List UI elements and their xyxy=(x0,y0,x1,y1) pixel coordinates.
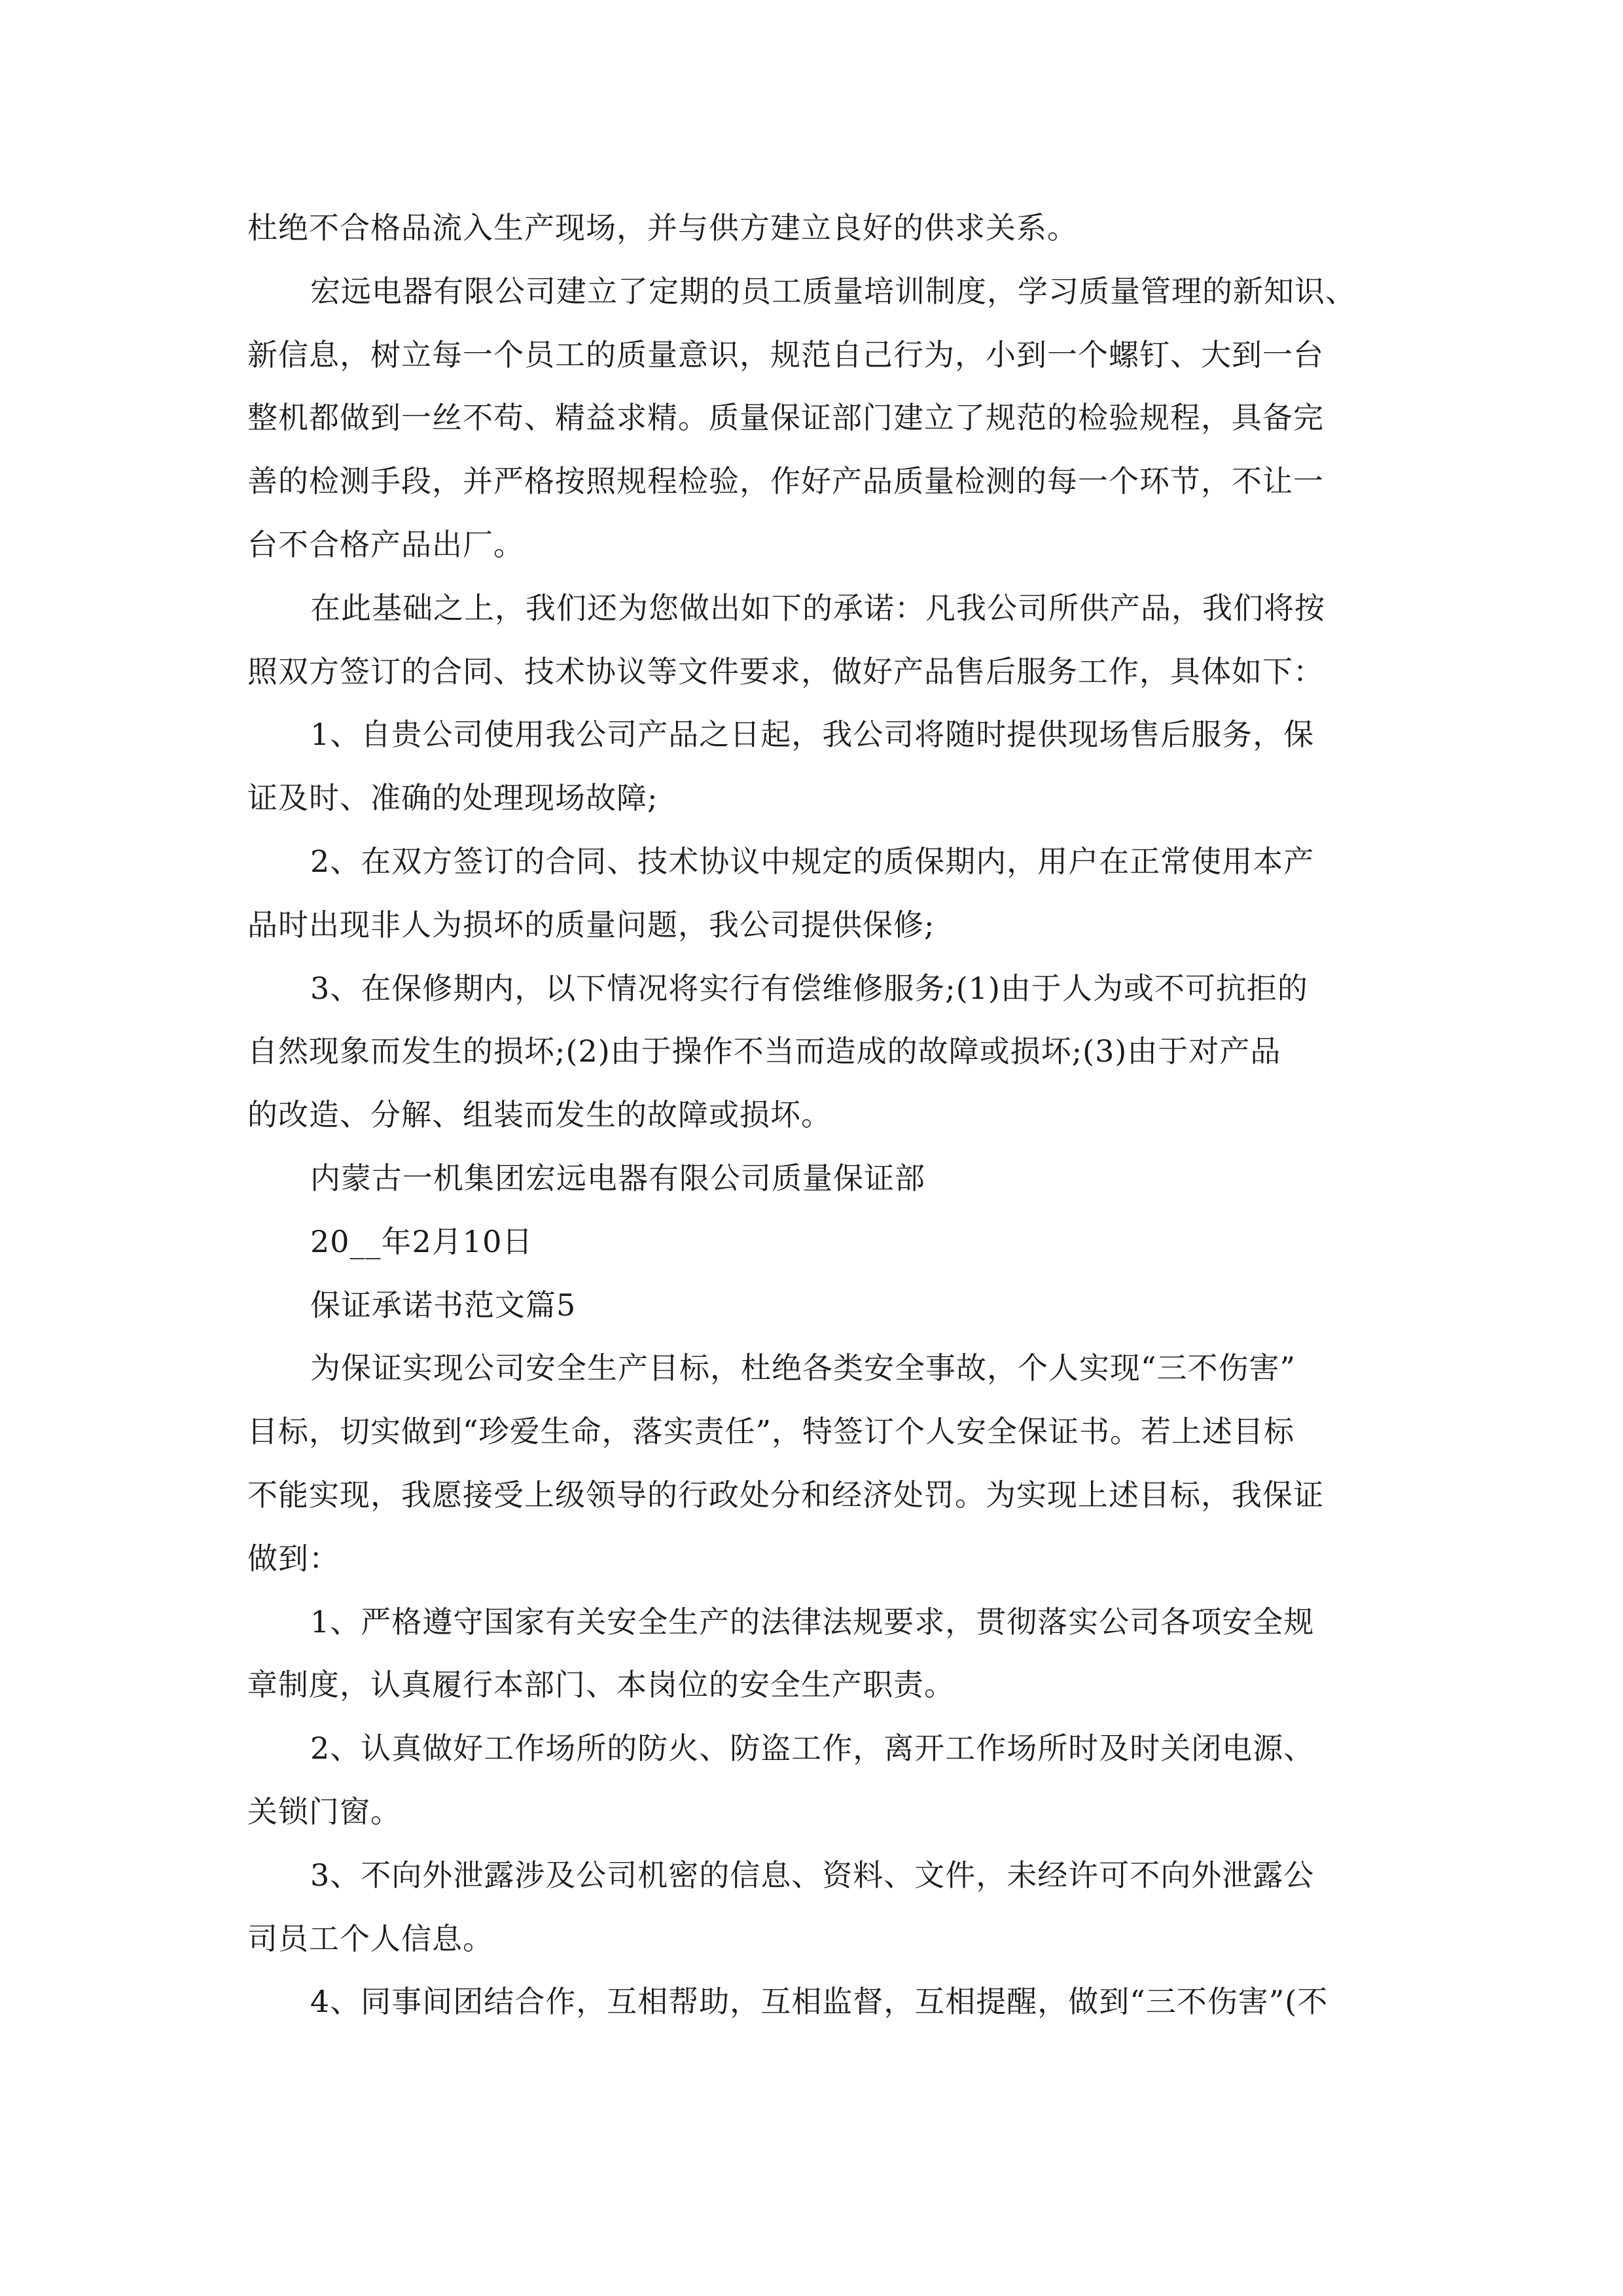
text-line-5: 善的检测手段，并严格按照规程检验，作好产品质量检测的每一个环节，不让一 xyxy=(247,463,1324,499)
text-line-29: 4、同事间团结合作，互相帮助，互相监督，互相提醒，做到“三不伤害”(不 xyxy=(310,1984,1329,2020)
document-body xyxy=(247,196,1386,2034)
text-line-10: 证及时、准确的处理现场故障; xyxy=(247,780,658,816)
text-line-16: 内蒙古一机集团宏远电器有限公司质量保证部 xyxy=(310,1160,925,1196)
text-line-24: 章制度，认真履行本部门、本岗位的安全生产职责。 xyxy=(247,1667,955,1703)
text-line-9: 1、自贵公司使用我公司产品之日起，我公司将随时提供现场售后服务，保 xyxy=(310,717,1315,753)
text-line-6: 台不合格产品出厂。 xyxy=(247,526,524,562)
text-line-19: 为保证实现公司安全生产目标，杜绝各类安全事故，个人实现“三不伤害” xyxy=(310,1350,1296,1386)
text-line-18: 保证承诺书范文篇5 xyxy=(310,1287,577,1323)
text-line-23: 1、严格遵守国家有关安全生产的法律法规要求，贯彻落实公司各项安全规 xyxy=(310,1604,1315,1640)
text-line-8: 照双方签订的合同、技术协议等文件要求，做好产品售后服务工作，具体如下： xyxy=(247,653,1324,689)
text-line-13: 3、在保修期内，以下情况将实行有偿维修服务;(1)由于人为或不可抗拒的 xyxy=(310,970,1308,1006)
text-line-2: 宏远电器有限公司建立了定期的员工质量培训制度，学习质量管理的新知识、 xyxy=(310,273,1356,309)
text-line-17: 20__年2月10日 xyxy=(310,1223,533,1259)
text-line-26: 关锁门窗。 xyxy=(247,1793,401,1829)
text-line-15: 的改造、分解、组装而发生的故障或损坏。 xyxy=(247,1097,832,1133)
text-line-1: 杜绝不合格品流入生产现场，并与供方建立良好的供求关系。 xyxy=(247,210,1078,245)
text-line-7: 在此基础之上，我们还为您做出如下的承诺：凡我公司所供产品，我们将按 xyxy=(310,590,1325,626)
text-line-21: 不能实现，我愿接受上级领导的行政处分和经济处罚。为实现上述目标，我保证 xyxy=(247,1477,1324,1513)
text-line-27: 3、不向外泄露涉及公司机密的信息、资料、文件，未经许可不向外泄露公 xyxy=(310,1857,1315,1893)
text-line-3: 新信息，树立每一个员工的质量意识，规范自己行为，小到一个螺钉、大到一台 xyxy=(247,336,1324,372)
text-line-11: 2、在双方签订的合同、技术协议中规定的质保期内，用户在正常使用本产 xyxy=(310,843,1315,879)
text-line-12: 品时出现非人为损坏的质量问题，我公司提供保修; xyxy=(247,906,935,942)
text-line-28: 司员工个人信息。 xyxy=(247,1920,493,1956)
text-line-22: 做到： xyxy=(247,1540,340,1576)
text-line-14: 自然现象而发生的损坏;(2)由于操作不当而造成的故障或损坏;(3)由于对产品 xyxy=(247,1033,1281,1069)
text-line-20: 目标，切实做到“珍爱生命，落实责任”，特签订个人安全保证书。若上述目标 xyxy=(247,1414,1295,1450)
text-line-4: 整机都做到一丝不苟、精益求精。质量保证部门建立了规范的检验规程，具备完 xyxy=(247,400,1324,436)
text-line-25: 2、认真做好工作场所的防火、防盗工作，离开工作场所时及时关闭电源、 xyxy=(310,1731,1315,1767)
